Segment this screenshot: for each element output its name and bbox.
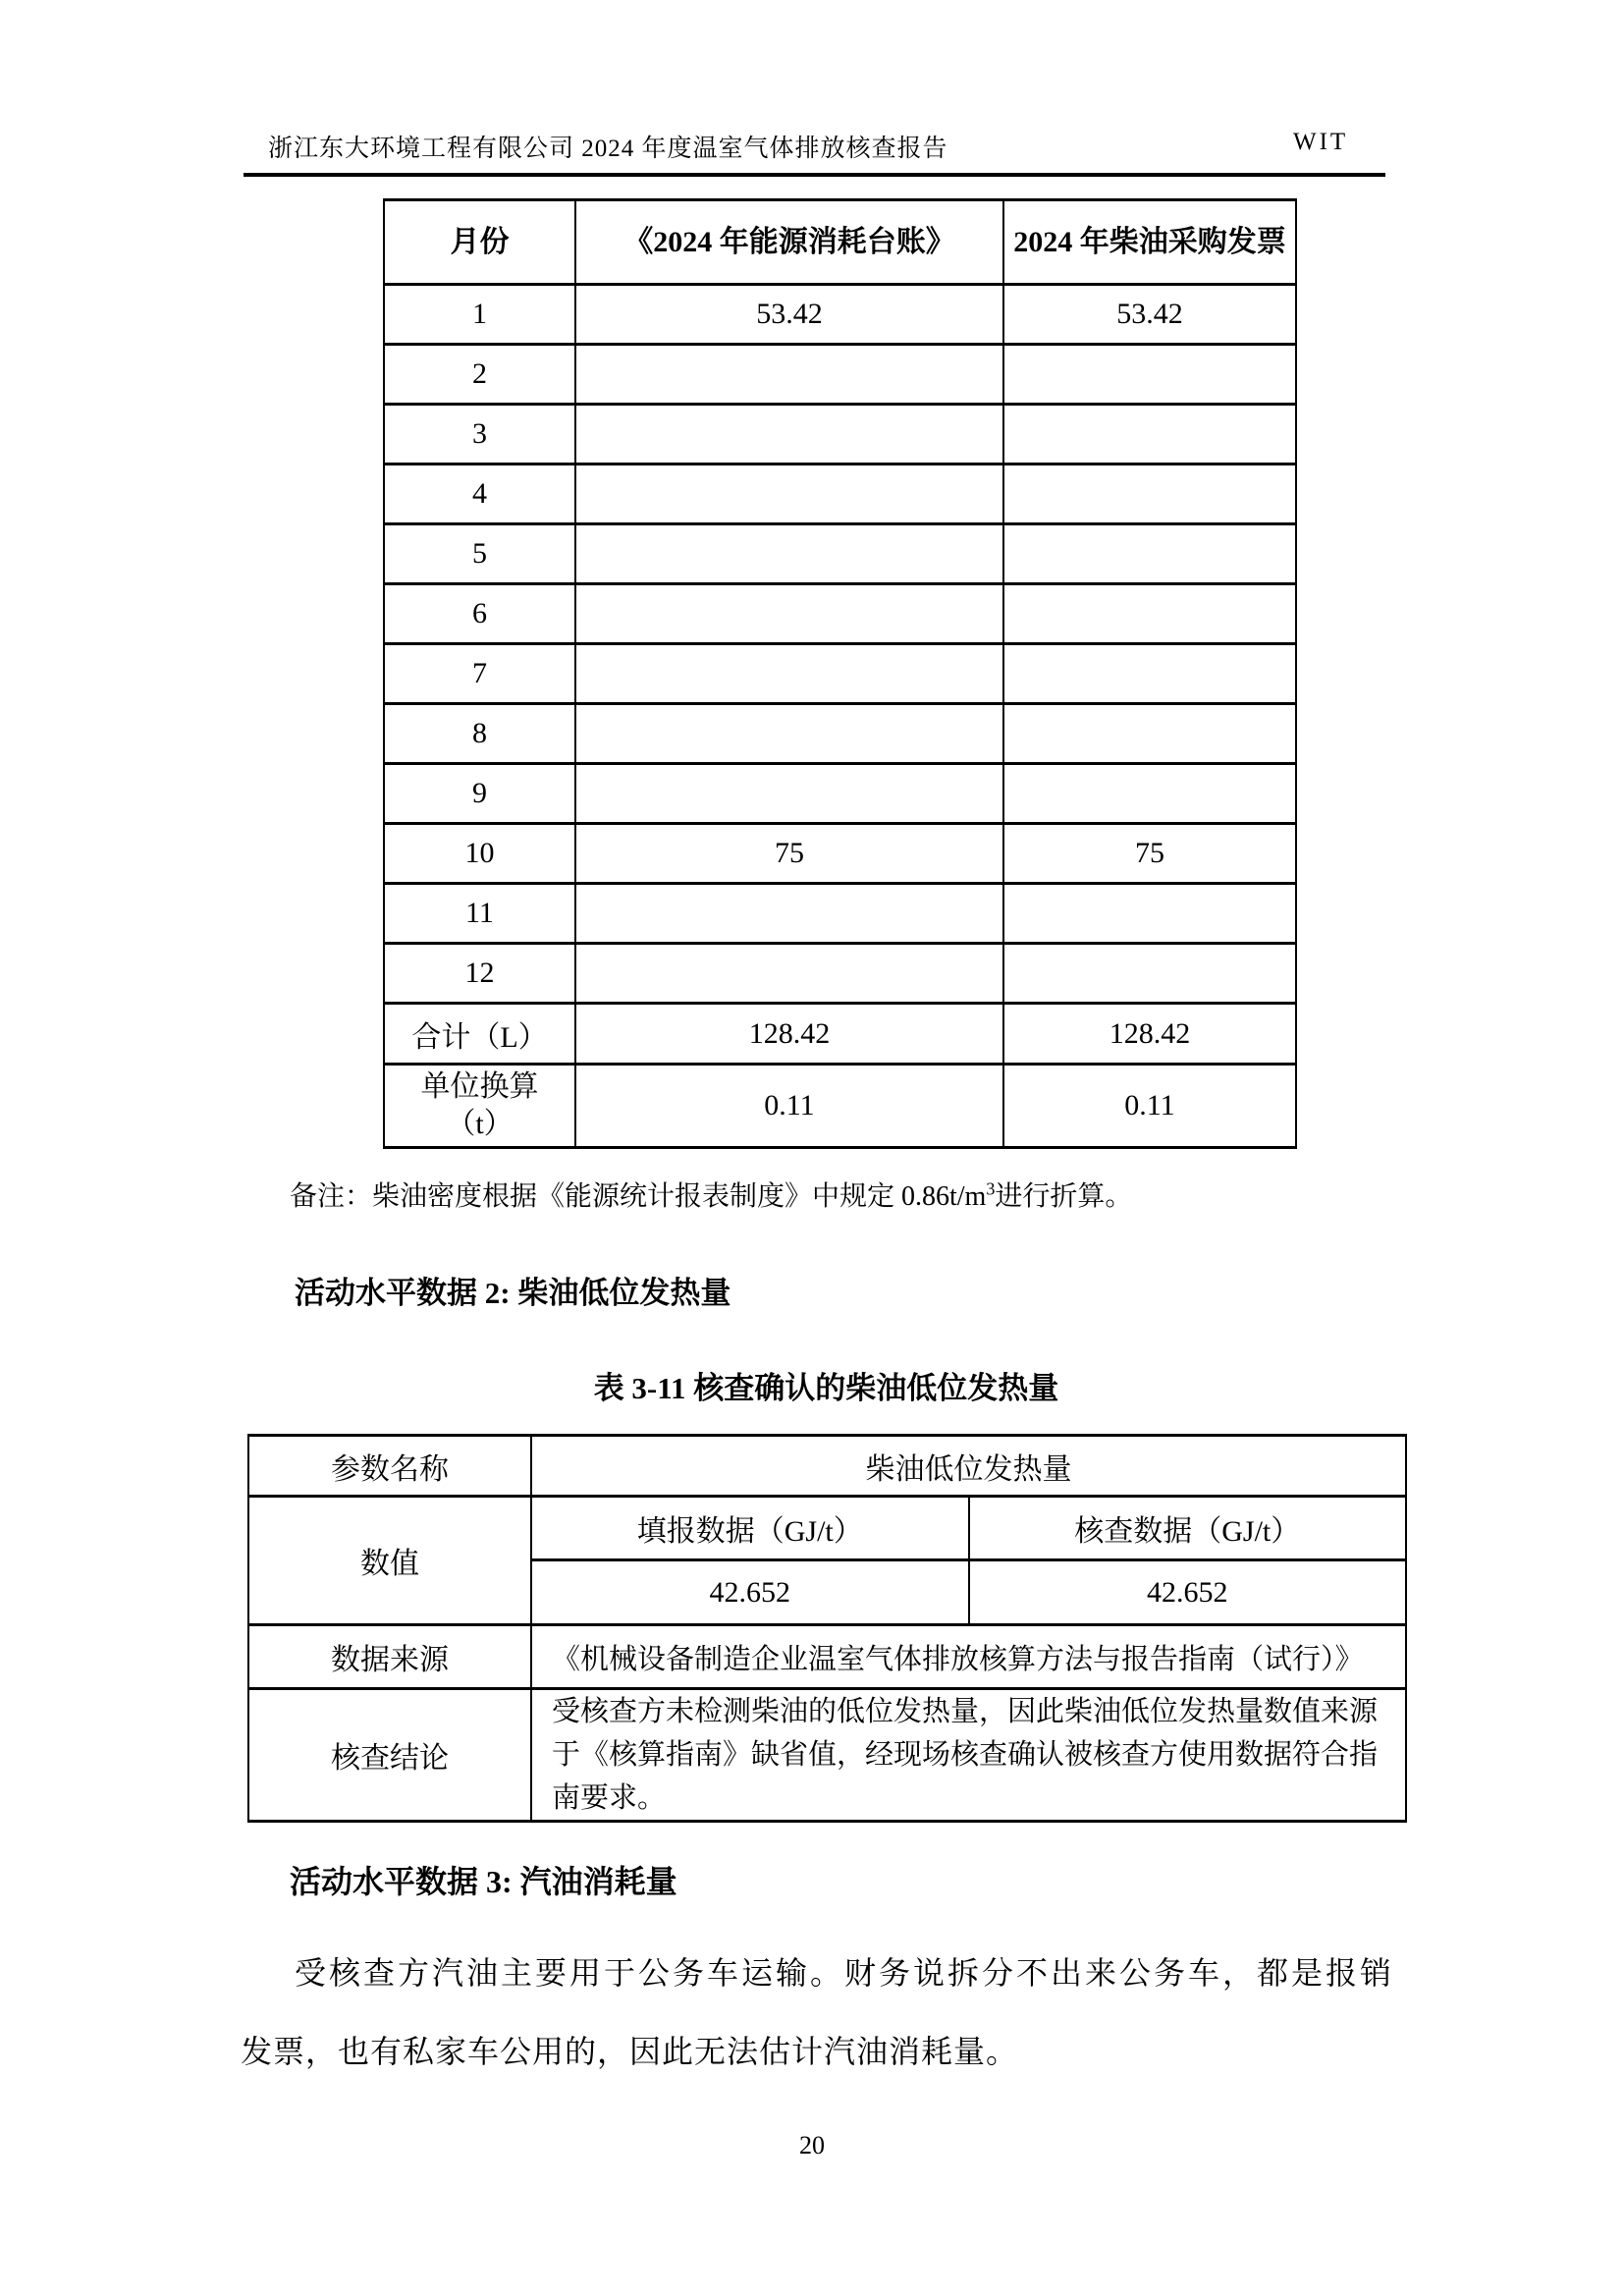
total-ledger-value: 128.42 bbox=[575, 1004, 1003, 1065]
reported-data-header: 填报数据（GJ/t） bbox=[531, 1497, 969, 1560]
ledger-cell bbox=[575, 465, 1003, 524]
invoice-cell bbox=[1003, 584, 1296, 644]
ledger-cell bbox=[575, 524, 1003, 584]
table-row-month-12 bbox=[384, 944, 1296, 1004]
table-row-month-9 bbox=[384, 764, 1296, 824]
col-header-ledger: 《2024 年能源消耗台账》 bbox=[575, 200, 1003, 285]
page-number: 20 bbox=[799, 2131, 825, 2159]
conclusion-label: 核查结论 bbox=[248, 1689, 531, 1822]
table-row-month-5 bbox=[384, 524, 1296, 584]
data-source-label: 数据来源 bbox=[248, 1625, 531, 1689]
calorific-value-table bbox=[247, 1434, 1407, 1823]
invoice-cell bbox=[1003, 465, 1296, 524]
invoice-cell: 75 bbox=[1003, 824, 1296, 884]
ledger-cell bbox=[575, 884, 1003, 944]
table-row-month-10 bbox=[384, 824, 1296, 884]
month-cell: 3 bbox=[384, 405, 575, 465]
month-cell: 2 bbox=[384, 345, 575, 405]
ledger-cell bbox=[575, 584, 1003, 644]
table-row-month-4 bbox=[384, 465, 1296, 524]
unit-conversion-label-line2: （t） bbox=[446, 1108, 514, 1140]
ledger-cell bbox=[575, 944, 1003, 1004]
body-paragraph-line-2: 发票，也有私家车公用的，因此无法估计汽油消耗量。 bbox=[241, 2034, 1019, 2069]
invoice-cell bbox=[1003, 405, 1296, 465]
wit-logo: WIT bbox=[1293, 129, 1349, 155]
invoice-cell bbox=[1003, 345, 1296, 405]
diesel-table-header-row bbox=[384, 200, 1296, 285]
invoice-cell bbox=[1003, 704, 1296, 764]
table-row-month-11 bbox=[384, 884, 1296, 944]
total-label: 合计（L） bbox=[384, 1004, 575, 1065]
invoice-cell: 53.42 bbox=[1003, 285, 1296, 345]
table-row-month-8 bbox=[384, 704, 1296, 764]
invoice-cell bbox=[1003, 644, 1296, 704]
conclusion-row bbox=[248, 1689, 1406, 1822]
superscript-3: 3 bbox=[986, 1178, 996, 1199]
remark-note bbox=[290, 1175, 1132, 1214]
month-cell: 7 bbox=[384, 644, 575, 704]
data-source-row bbox=[248, 1625, 1406, 1689]
ledger-cell bbox=[575, 405, 1003, 465]
month-cell: 6 bbox=[384, 584, 575, 644]
unit-conversion-ledger-value: 0.11 bbox=[575, 1065, 1003, 1148]
ledger-cell bbox=[575, 644, 1003, 704]
month-cell: 12 bbox=[384, 944, 575, 1004]
col-header-invoice: 2024 年柴油采购发票 bbox=[1003, 200, 1296, 285]
unit-conversion-row bbox=[384, 1065, 1296, 1148]
total-invoice-value: 128.42 bbox=[1003, 1004, 1296, 1065]
reported-data-value: 42.652 bbox=[531, 1560, 969, 1625]
col-header-month: 月份 bbox=[384, 200, 575, 285]
ledger-cell: 53.42 bbox=[575, 285, 1003, 345]
section-heading-activity-data-2: 活动水平数据 2: 柴油低位发热量 bbox=[295, 1276, 731, 1310]
conclusion-value: 受核查方未检测柴油的低位发热量，因此柴油低位发热量数值来源于《核算指南》缺省值，经现场核查确认被核查方使用数据符合指南要求。 bbox=[531, 1689, 1406, 1822]
ledger-cell: 75 bbox=[575, 824, 1003, 884]
param-name-label: 参数名称 bbox=[248, 1436, 531, 1497]
month-cell: 5 bbox=[384, 524, 575, 584]
verified-data-value: 42.652 bbox=[969, 1560, 1407, 1625]
remark-note-text: 备注：柴油密度根据《能源统计报表制度》中规定 0.86t/m bbox=[290, 1181, 987, 1212]
invoice-cell bbox=[1003, 884, 1296, 944]
value-label: 数值 bbox=[248, 1497, 531, 1625]
total-row bbox=[384, 1004, 1296, 1065]
data-source-value: 《机械设备制造企业温室气体排放核算方法与报告指南（试行）》 bbox=[531, 1625, 1406, 1689]
month-cell: 9 bbox=[384, 764, 575, 824]
ledger-cell bbox=[575, 345, 1003, 405]
table-row-month-2 bbox=[384, 345, 1296, 405]
param-name-row bbox=[248, 1436, 1406, 1497]
remark-note-suffix: 进行折算。 bbox=[995, 1181, 1133, 1212]
body-paragraph-line-1: 受核查方汽油主要用于公务车运输。财务说拆分不出来公务车，都是报销 bbox=[295, 1955, 1395, 1991]
ledger-cell bbox=[575, 764, 1003, 824]
month-cell: 10 bbox=[384, 824, 575, 884]
table-row-month-1 bbox=[384, 285, 1296, 345]
unit-conversion-invoice-value: 0.11 bbox=[1003, 1065, 1296, 1148]
verified-data-header: 核查数据（GJ/t） bbox=[969, 1497, 1407, 1560]
month-cell: 11 bbox=[384, 884, 575, 944]
table-row-month-7 bbox=[384, 644, 1296, 704]
unit-conversion-label-line1: 单位换算 bbox=[420, 1070, 539, 1103]
ledger-cell bbox=[575, 704, 1003, 764]
diesel-consumption-table bbox=[383, 198, 1297, 1149]
table-3-11-caption: 表 3-11 核查确认的柴油低位发热量 bbox=[593, 1371, 1059, 1405]
unit-conversion-label bbox=[384, 1065, 575, 1148]
month-cell: 8 bbox=[384, 704, 575, 764]
value-header-row bbox=[248, 1497, 1406, 1560]
table-row-month-6 bbox=[384, 584, 1296, 644]
table-row-month-3 bbox=[384, 405, 1296, 465]
section-heading-activity-data-3: 活动水平数据 3: 汽油消耗量 bbox=[290, 1864, 677, 1899]
header-rule bbox=[244, 173, 1385, 177]
param-name-value: 柴油低位发热量 bbox=[531, 1436, 1406, 1497]
invoice-cell bbox=[1003, 944, 1296, 1004]
month-cell: 4 bbox=[384, 465, 575, 524]
invoice-cell bbox=[1003, 524, 1296, 584]
invoice-cell bbox=[1003, 764, 1296, 824]
month-cell: 1 bbox=[384, 285, 575, 345]
page-header-title: 浙江东大环境工程有限公司 2024 年度温室气体排放核查报告 bbox=[268, 136, 948, 162]
